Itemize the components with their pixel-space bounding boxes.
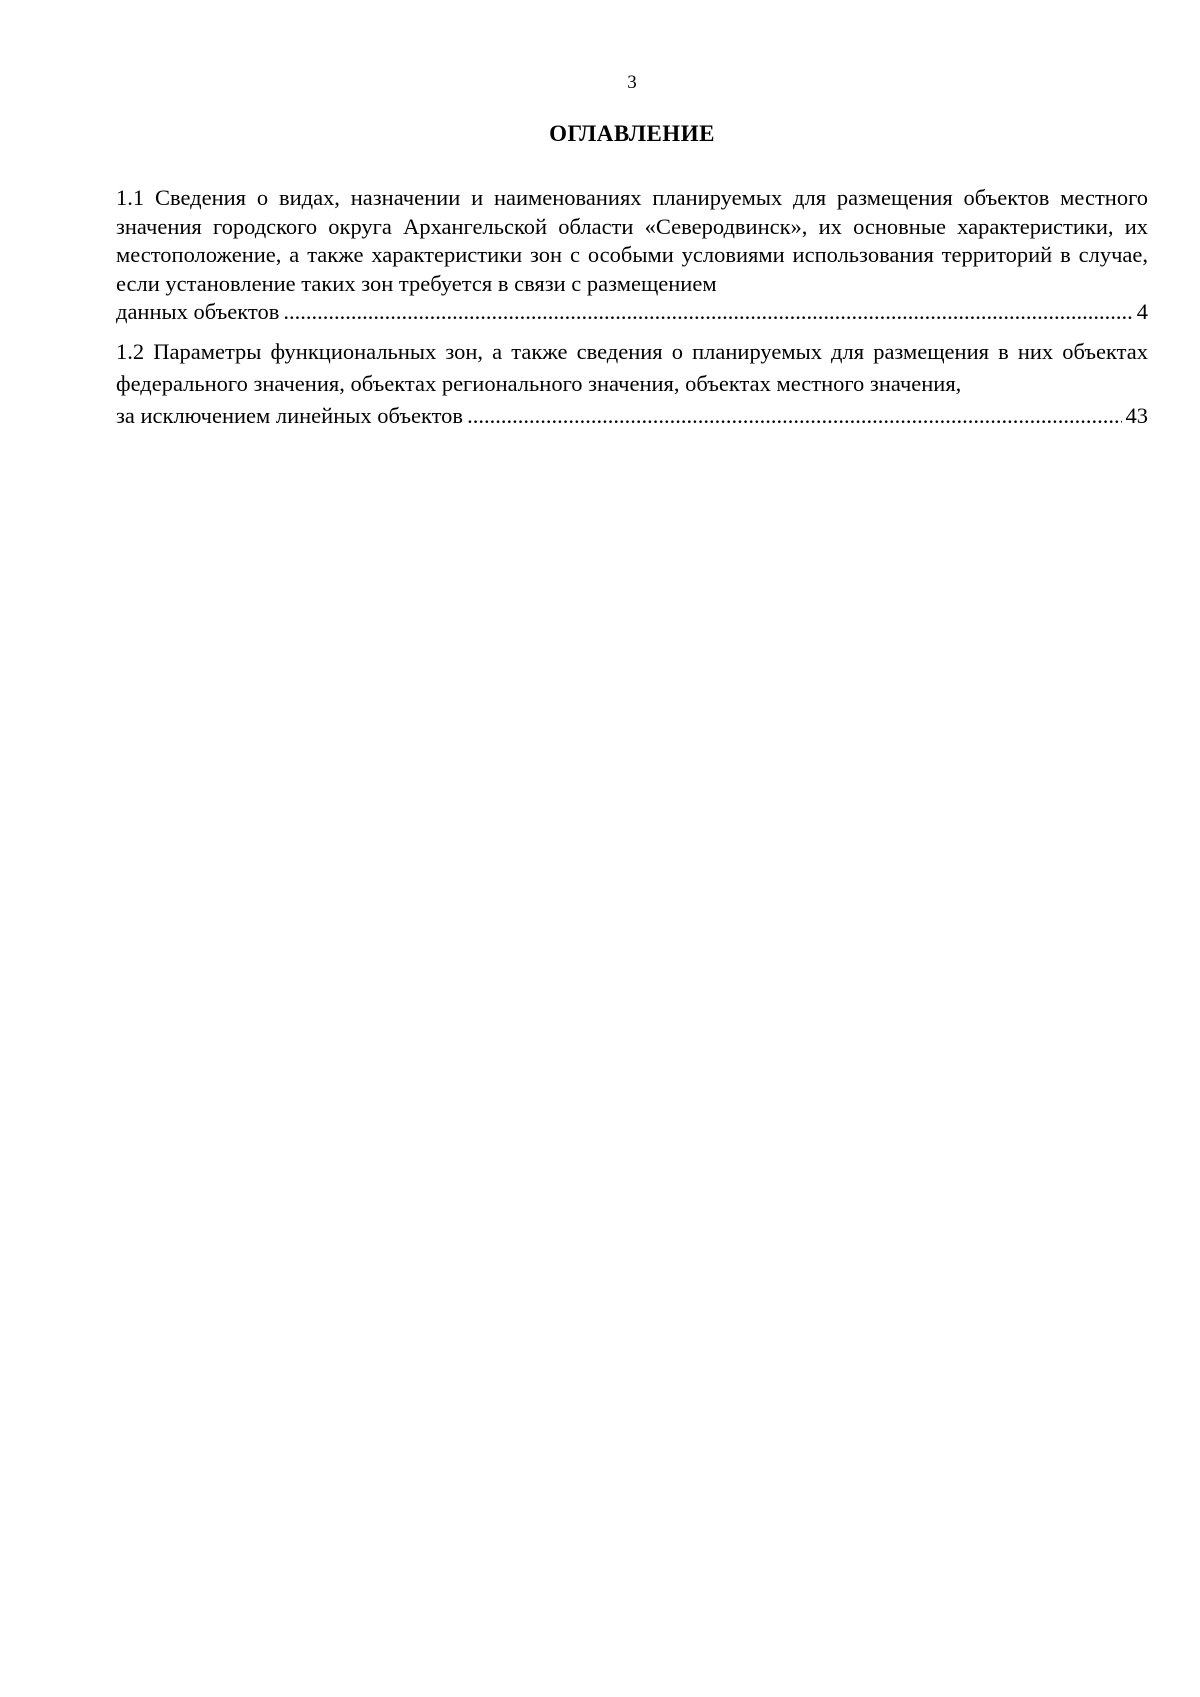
table-of-contents bbox=[116, 184, 1148, 432]
toc-entry-text-tail: данных объектов bbox=[116, 299, 280, 324]
toc-dot-leader bbox=[467, 400, 1121, 432]
toc-page-ref[interactable]: 4 bbox=[1136, 299, 1148, 324]
page-title: ОГЛАВЛЕНИЕ bbox=[549, 121, 715, 146]
page-number: 3 bbox=[627, 72, 637, 93]
toc-entry-number: 1.1 bbox=[116, 185, 145, 210]
toc-entry-1-2[interactable] bbox=[116, 336, 1148, 432]
toc-dot-leader bbox=[283, 298, 1132, 327]
toc-entry-text-tail: за исключением линейных объектов bbox=[116, 402, 464, 428]
toc-entry-text: Параметры функциональных зон, а также сведения о планируемых для размещения в них объектах федерального значения, объектах регионального значения, объектах местного значения, bbox=[116, 338, 1149, 396]
toc-entry-1-1[interactable] bbox=[116, 184, 1148, 327]
toc-entry-text: Сведения о видах, назначении и наименованиях планируемых для размещения объектов местного значения городского округа Архангельской области «Северодвинск», их основные характеристики, их местоположение, а также характеристики зон с особыми условиями использования территорий в случае, если установление таких зон требуется в связи с размещением bbox=[116, 185, 1148, 296]
toc-entry-number: 1.2 bbox=[116, 338, 145, 364]
toc-page-ref[interactable]: 43 bbox=[1125, 402, 1148, 428]
